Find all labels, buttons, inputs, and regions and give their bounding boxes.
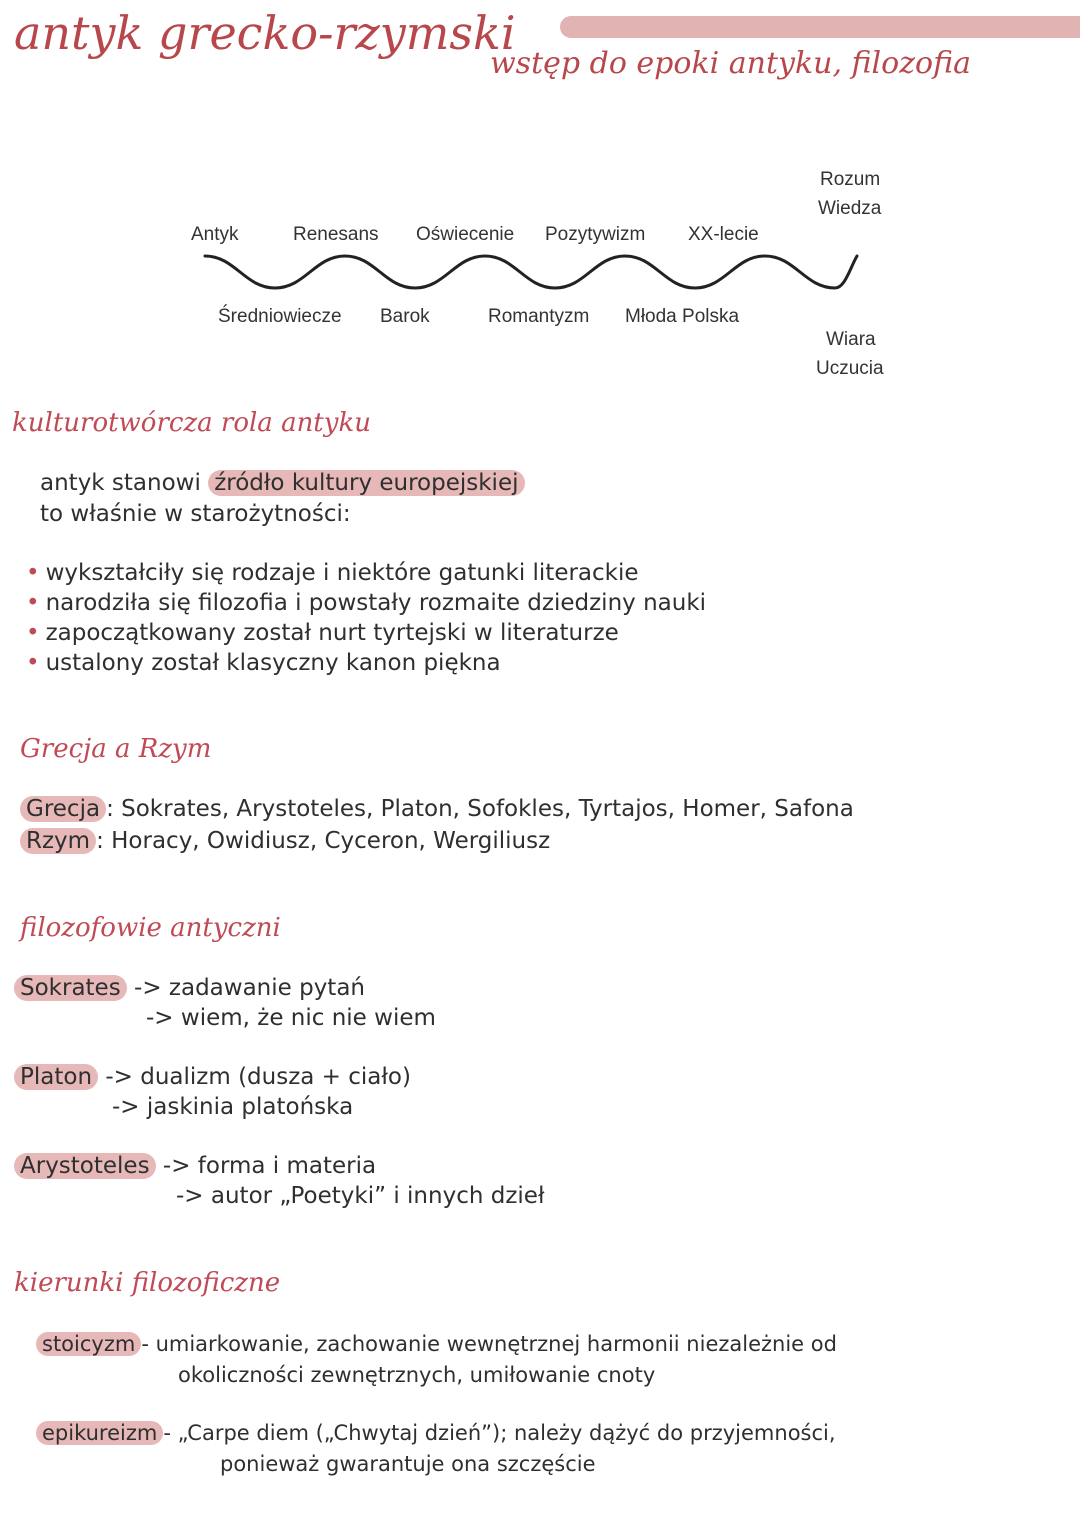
timeline-label-mloda-polska: Młoda Polska [625, 306, 740, 327]
timeline-label-xx-lecie: XX-lecie [688, 224, 759, 245]
direction-name: epikureizm [36, 1421, 163, 1445]
rzym-names: : Horacy, Owidiusz, Cyceron, Wergiliusz [96, 828, 551, 854]
timeline-label-barok: Barok [380, 306, 430, 327]
section-heading-filozofowie: filozofowie antyczni [20, 913, 281, 943]
direction-desc: ponieważ gwarantuje ona szczęście [220, 1452, 596, 1476]
pole-wiedza: Wiedza [818, 198, 882, 219]
page-title: antyk grecko-rzymski [14, 6, 516, 60]
grecja-label: Grecja [20, 796, 106, 822]
section-heading-kierunki: kierunki filozoficzne [14, 1268, 281, 1298]
pole-uczucia: Uczucia [816, 358, 884, 379]
direction-name: stoicyzm [36, 1332, 141, 1356]
bullet-item: • wykształciły się rodzaje i niektóre gatunki literackie [26, 558, 706, 588]
intro-highlight: źródło kultury europejskiej [208, 470, 524, 496]
philosopher-platon [14, 1064, 411, 1090]
philosopher-note: -> zadawanie pytań [134, 975, 365, 1001]
bullet-item: • narodziła się filozofia i powstały rozmaite dziedziny nauki [26, 588, 706, 618]
timeline-label-renesans: Renesans [293, 224, 379, 245]
direction-stoicyzm [36, 1332, 837, 1356]
direction-desc: - „Carpe diem („Chwytaj dzień”); należy dążyć do przyjemności, [163, 1421, 836, 1445]
direction-epikureizm [36, 1421, 836, 1445]
rzym-line [20, 828, 550, 854]
section-heading-grecja-rzym: Grecja a Rzym [20, 734, 212, 764]
grecja-line [20, 796, 854, 822]
philosopher-note: -> forma i materia [162, 1153, 377, 1179]
grecja-names: : Sokrates, Arystoteles, Platon, Sofokles, Tyrtajos, Homer, Safona [106, 796, 854, 822]
bullet-item: • ustalony został klasyczny kanon piękna [26, 648, 706, 678]
timeline-label-antyk: Antyk [191, 224, 239, 245]
timeline-label-pozytywizm: Pozytywizm [545, 224, 646, 245]
timeline-label-romantyzm: Romantyzm [488, 306, 590, 327]
page-subtitle: wstęp do epoki antyku, filozofia [490, 46, 971, 81]
timeline-label-oswiecenie: Oświecenie [416, 224, 515, 245]
bullet-item: • zapoczątkowany został nurt tyrtejski w literaturze [26, 618, 706, 648]
philosopher-sokrates [14, 975, 365, 1001]
philosopher-name: Sokrates [14, 975, 127, 1001]
philosopher-arystoteles [14, 1153, 376, 1179]
pole-wiara: Wiara [826, 329, 876, 350]
direction-desc: okoliczności zewnętrznych, umiłowanie cnoty [178, 1363, 656, 1387]
philosopher-note: -> jaskinia platońska [112, 1094, 354, 1120]
philosopher-name: Arystoteles [14, 1153, 156, 1179]
intro-line-1 [40, 470, 525, 496]
rzym-label: Rzym [20, 828, 96, 854]
philosopher-note: -> dualizm (dusza + ciało) [105, 1064, 411, 1090]
intro-line-2: to właśnie w starożytności: [40, 501, 351, 527]
bullet-list [26, 558, 706, 678]
philosopher-note: -> wiem, że nic nie wiem [146, 1005, 436, 1031]
title-underline-bar [560, 16, 1080, 38]
timeline-wave [195, 248, 865, 298]
intro-prefix: antyk stanowi [40, 470, 201, 496]
philosopher-name: Platon [14, 1064, 98, 1090]
pole-rozum: Rozum [820, 169, 881, 190]
philosopher-note: -> autor „Poetyki” i innych dzieł [176, 1183, 545, 1209]
direction-desc: - umiarkowanie, zachowanie wewnętrznej harmonii niezależnie od [141, 1332, 837, 1356]
timeline-label-sredniowiecze: Średniowiecze [218, 306, 342, 327]
section-heading-kulturotworcza: kulturotwórcza rola antyku [12, 408, 371, 438]
